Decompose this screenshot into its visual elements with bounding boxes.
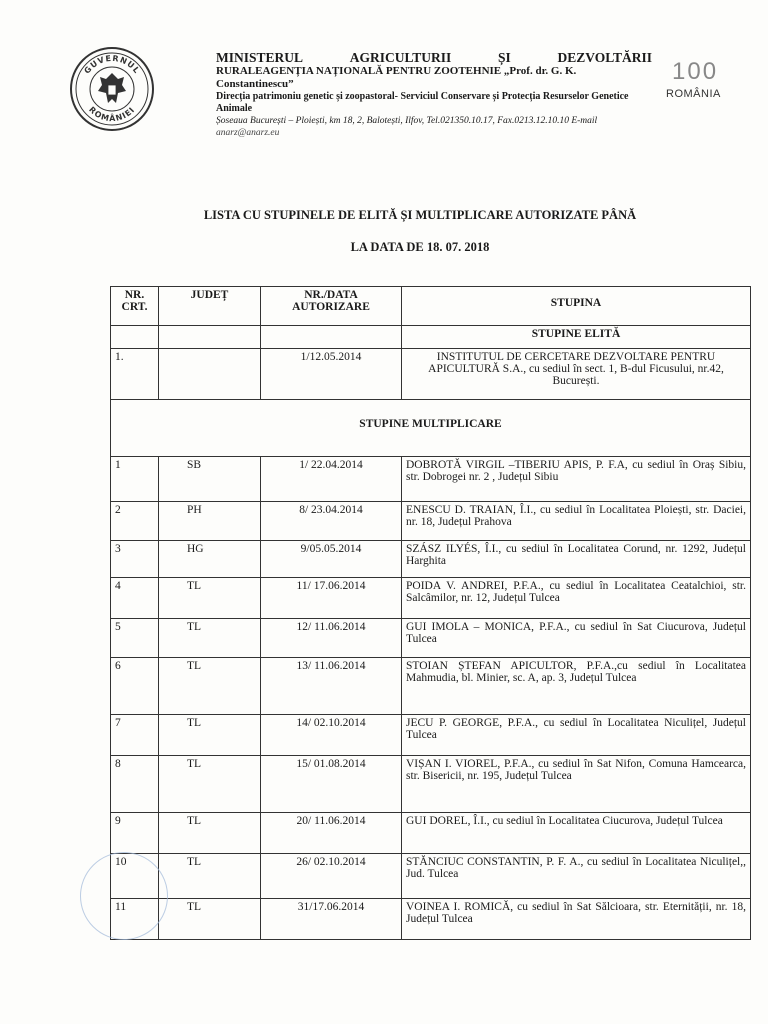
table-row [110,578,751,619]
table-row [110,658,751,715]
cell-nr: 8 [111,756,159,812]
cell-stupina: GUI IMOLA – MONICA, P.F.A., cu sediul în Sat Ciucurova, Județul Tulcea [406,621,746,645]
cell-autorizare: 15/ 01.08.2014 [261,756,402,812]
table-row [110,756,751,813]
section-elite-label: STUPINE ELITĂ [531,328,621,340]
cell-nr: 6 [111,658,159,714]
cell-autorizare: 13/ 11.06.2014 [261,658,402,714]
cell-stupina: GUI DOREL, Î.I., cu sediul în Localitatea Ciucurova, Județul Tulcea [406,815,723,827]
cell-nr: 1 [111,457,159,501]
document-date: LA DATA DE 18. 07. 2018 [350,240,490,254]
table-row [110,349,751,400]
cell-judet: PH [159,502,261,540]
section-elite-row [110,326,751,349]
cell-nr: 1. [111,349,159,399]
cell-judet: TL [159,578,261,618]
header-autorizare: NR./DATA AUTORIZARE [261,287,402,325]
official-stamp [80,852,168,940]
cell-autorizare: 26/ 02.10.2014 [261,854,402,898]
table-row [110,541,751,578]
cell-stupina: VIȘAN I. VIOREL, P.F.A., cu sediul în Sat Nifon, Comuna Hamcearca, str. Bisericii, nr. 195, Județul Tulcea [406,758,746,782]
cell-stupina: ENESCU D. TRAIAN, Î.I., cu sediul în Localitatea Ploiești, str. Daciei, nr. 18, Județul Prahova [406,504,746,528]
table-row [110,899,751,940]
department-name: Direcția patrimoniu genetic și zoopastoral- Serviciul Conservare și Protecția Resurselor Genetice Animale [216,91,629,114]
ministry-line [216,50,652,65]
cell-stupina: SZÁSZ ILYÉS, Î.I., cu sediul în Localitatea Corund, nr. 1292, Județul Harghita [406,543,746,567]
cell-judet: SB [159,457,261,501]
cell-judet: TL [159,658,261,714]
cell-judet: HG [159,541,261,577]
government-seal [70,47,154,131]
cell-nr: 3 [111,541,159,577]
document-title: LISTA CU STUPINELE DE ELITĂ ȘI MULTIPLICARE AUTORIZATE PÂNĂ [203,208,637,222]
contact-email: anarz@anarz.eu [216,128,280,138]
centenary-number: 100 [672,58,719,85]
table-row [110,813,751,854]
cell-autorizare: 1/ 22.04.2014 [261,457,402,501]
section-multi-row [110,400,751,457]
letterhead [216,50,652,139]
cell-autorizare: 11/ 17.06.2014 [261,578,402,618]
cell-autorizare: 12/ 11.06.2014 [261,619,402,657]
seal-bottom-text: ROMÂNIEI [87,105,137,124]
seal-emblem-icon [72,49,152,129]
cell-nr: 7 [111,715,159,755]
table-row [110,715,751,756]
header-stupina: STUPINA [550,297,602,309]
table-row [110,854,751,899]
cell-stupina: STOIAN ȘTEFAN APICULTOR, P.F.A.,cu sediul în Localitatea Mahmudia, bl. Minier, sc. A, ap. 3, Județul Tulcea [406,660,746,684]
cell-stupina: INSTITUTUL DE CERCETARE DEZVOLTARE PENTRU APICULTURĂ S.A., cu sediul în sect. 1, B-dul Ficusului, nr.42, București. [428,351,724,387]
cell-autorizare: 14/ 02.10.2014 [261,715,402,755]
ministry-word: MINISTERUL [216,50,304,65]
cell-autorizare: 9/05.05.2014 [261,541,402,577]
cell-judet: TL [159,715,261,755]
section-multi-label: STUPINE MULTIPLICARE [359,418,502,430]
cell-judet: TL [159,619,261,657]
table-row [110,619,751,658]
cell-judet [159,349,261,399]
ministry-word: ȘI [498,50,511,65]
cell-nr: 11 [111,899,159,939]
ministry-word: AGRICULTURII [349,50,452,65]
seal-top-text: GUVERNUL [82,53,142,76]
centenary-logo [664,58,750,104]
cell-nr: 5 [111,619,159,657]
table-row [110,502,751,541]
cell-nr: 2 [111,502,159,540]
cell-judet: TL [159,899,261,939]
cell-judet: TL [159,813,261,853]
svg-text:GUVERNUL [82,54,141,76]
cell-nr: 10 [111,854,159,898]
agency-name: RURALEAGENȚIA NAȚIONALĂ PENTRU ZOOTEHNIE „Prof. dr. G. K. Constantinescu” [216,65,577,90]
header-nr: NR. CRT. [111,287,159,325]
cell-stupina: STĂNCIUC CONSTANTIN, P. F. A., cu sediul în Localitatea Niculițel,, Jud. Tulcea [406,856,746,880]
cell-autorizare: 20/ 11.06.2014 [261,813,402,853]
cell-autorizare: 1/12.05.2014 [261,349,402,399]
cell-stupina: DOBROTĂ VIRGIL –TIBERIU APIS, P. F.A, cu sediul în Oraș Sibiu, str. Dobrogei nr. 2 , Județul Sibiu [406,459,746,483]
cell-nr: 9 [111,813,159,853]
contact-address: Șoseaua București – Ploiești, km 18, 2, Balotești, Ilfov, Tel.021350.10.17, Fax.0213.12.10.10 E-mail [216,116,598,126]
ministry-word: DEZVOLTĂRII [557,50,652,65]
cell-autorizare: 8/ 23.04.2014 [261,502,402,540]
cell-judet: TL [159,854,261,898]
header-judet: JUDEȚ [159,287,261,325]
cell-stupina: VOINEA I. ROMICĂ, cu sediul în Sat Sălcioara, str. Eternității, nr. 18, Județul Tulcea [406,901,746,925]
cell-stupina: JECU P. GEORGE, P.F.A., cu sediul în Localitatea Niculițel, Județul Tulcea [406,717,746,741]
table-header-row [110,286,751,326]
cell-judet: TL [159,756,261,812]
apiary-table [110,286,751,940]
centenary-country: ROMÂNIA [666,88,721,100]
cell-nr: 4 [111,578,159,618]
cell-stupina: POIDA V. ANDREI, P.F.A., cu sediul în Localitatea Ceatalchioi, str. Salcâmilor, nr. 12, Județul Tulcea [406,580,746,604]
cell-autorizare: 31/17.06.2014 [261,899,402,939]
table-row [110,457,751,502]
